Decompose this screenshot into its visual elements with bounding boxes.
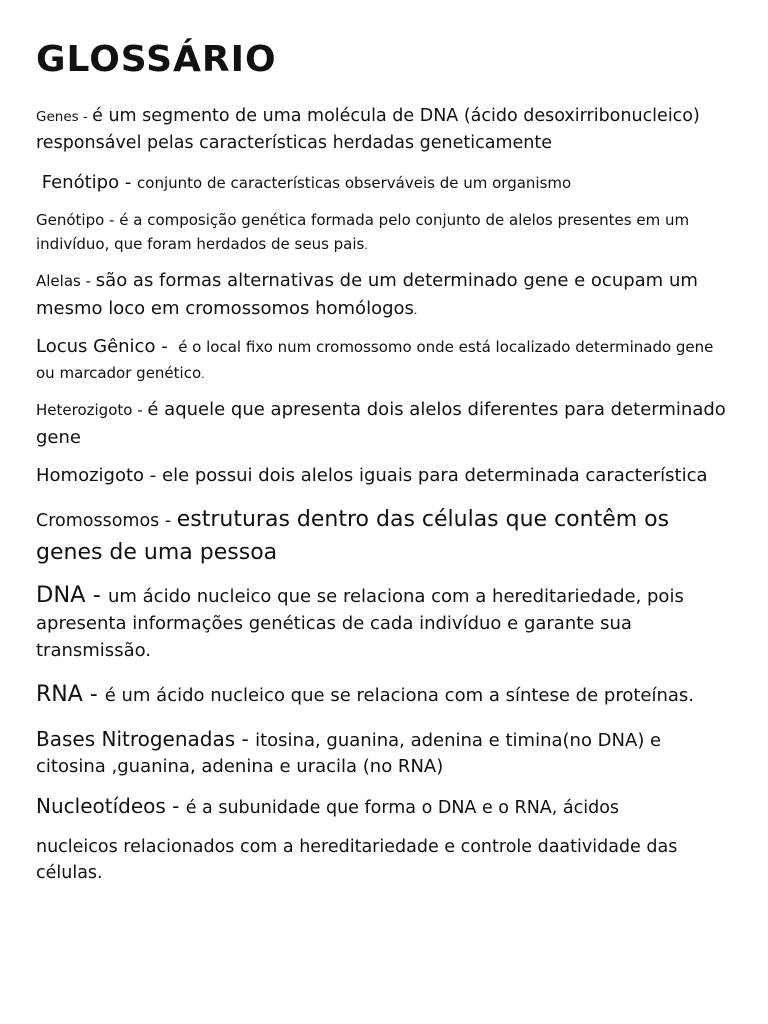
entry-tail: . (201, 368, 205, 381)
entry-tail: . (413, 304, 418, 317)
entry-term: Bases Nitrogenadas - (36, 727, 256, 751)
entry-nucleotideos (36, 792, 736, 822)
entry-definition: é o local fixo num cromossomo onde está localizado determinado gene ou marcador genético (36, 338, 719, 382)
entry-rna (36, 680, 736, 711)
entry-term: DNA - (36, 582, 108, 608)
entry-definition: ele possui dois alelos iguais para determinada característica (162, 465, 708, 486)
entry-term: RNA - (36, 682, 105, 707)
entry-locus-genico (36, 334, 736, 387)
entry-nucleotideos-continuation (36, 834, 736, 886)
entry-definition: é aquele que apresenta dois alelos diferentes para determinado gene (36, 399, 732, 448)
page-title: GLOSSÁRIO (36, 39, 277, 80)
entry-definition: nucleicos relacionados com a hereditariedade e controle daatividade das células. (36, 837, 683, 883)
entry-definition: é um ácido nucleico que se relaciona com a síntese de proteínas. (104, 685, 695, 706)
entry-tail: . (364, 239, 368, 252)
entry-definition: é a composição genética formada pelo conjunto de alelos presentes em um indivíduo, que foram herdados de seus pais (36, 211, 694, 253)
entry-definition: itosina, guanina, adenina e timina(no DNA) e citosina ,guanina, adenina e uracila (no RNA) (36, 730, 667, 777)
entry-heterozigoto (36, 396, 736, 451)
entry-term: Fenótipo - (36, 172, 138, 193)
entry-genes (36, 103, 736, 156)
entry-term: Locus Gênico - (36, 336, 174, 357)
entry-definition: um ácido nucleico que se relaciona com a hereditariedade, pois apresenta informações genéticas de cada indivíduo e garante sua transmissão. (36, 586, 690, 661)
entry-definition: é a subunidade que forma o DNA e o RNA, ácidos (185, 798, 620, 818)
entry-term: Cromossomos - (36, 511, 177, 531)
entry-term: Nucleotídeos - (36, 794, 186, 818)
entry-bases-nitrogenadas (36, 726, 736, 780)
entry-term: Genótipo - (36, 211, 120, 229)
entry-homozigoto (36, 462, 736, 489)
entry-definition: são as formas alternativas de um determinado gene e ocupam um mesmo loco em cromossomos homólogos (36, 270, 704, 319)
entry-alelas (36, 267, 736, 324)
entry-definition: estruturas dentro das células que contêm os genes de uma pessoa (36, 507, 677, 565)
entry-term: Genes - (36, 109, 93, 125)
entry-term: Heterozigoto - (36, 401, 148, 419)
entry-dna (36, 582, 736, 664)
entry-fenotipo (36, 170, 736, 196)
entry-definition: é um segmento de uma molécula de DNA (ácido desoxirribonucleico) responsável pelas características herdadas geneticamente (36, 106, 706, 153)
entry-genotipo (36, 208, 736, 257)
entry-term: Alelas - (36, 272, 96, 290)
entry-definition: conjunto de características observáveis de um organismo (137, 174, 572, 192)
entry-term: Homozigoto - (36, 465, 162, 486)
entry-cromossomos (36, 504, 736, 569)
